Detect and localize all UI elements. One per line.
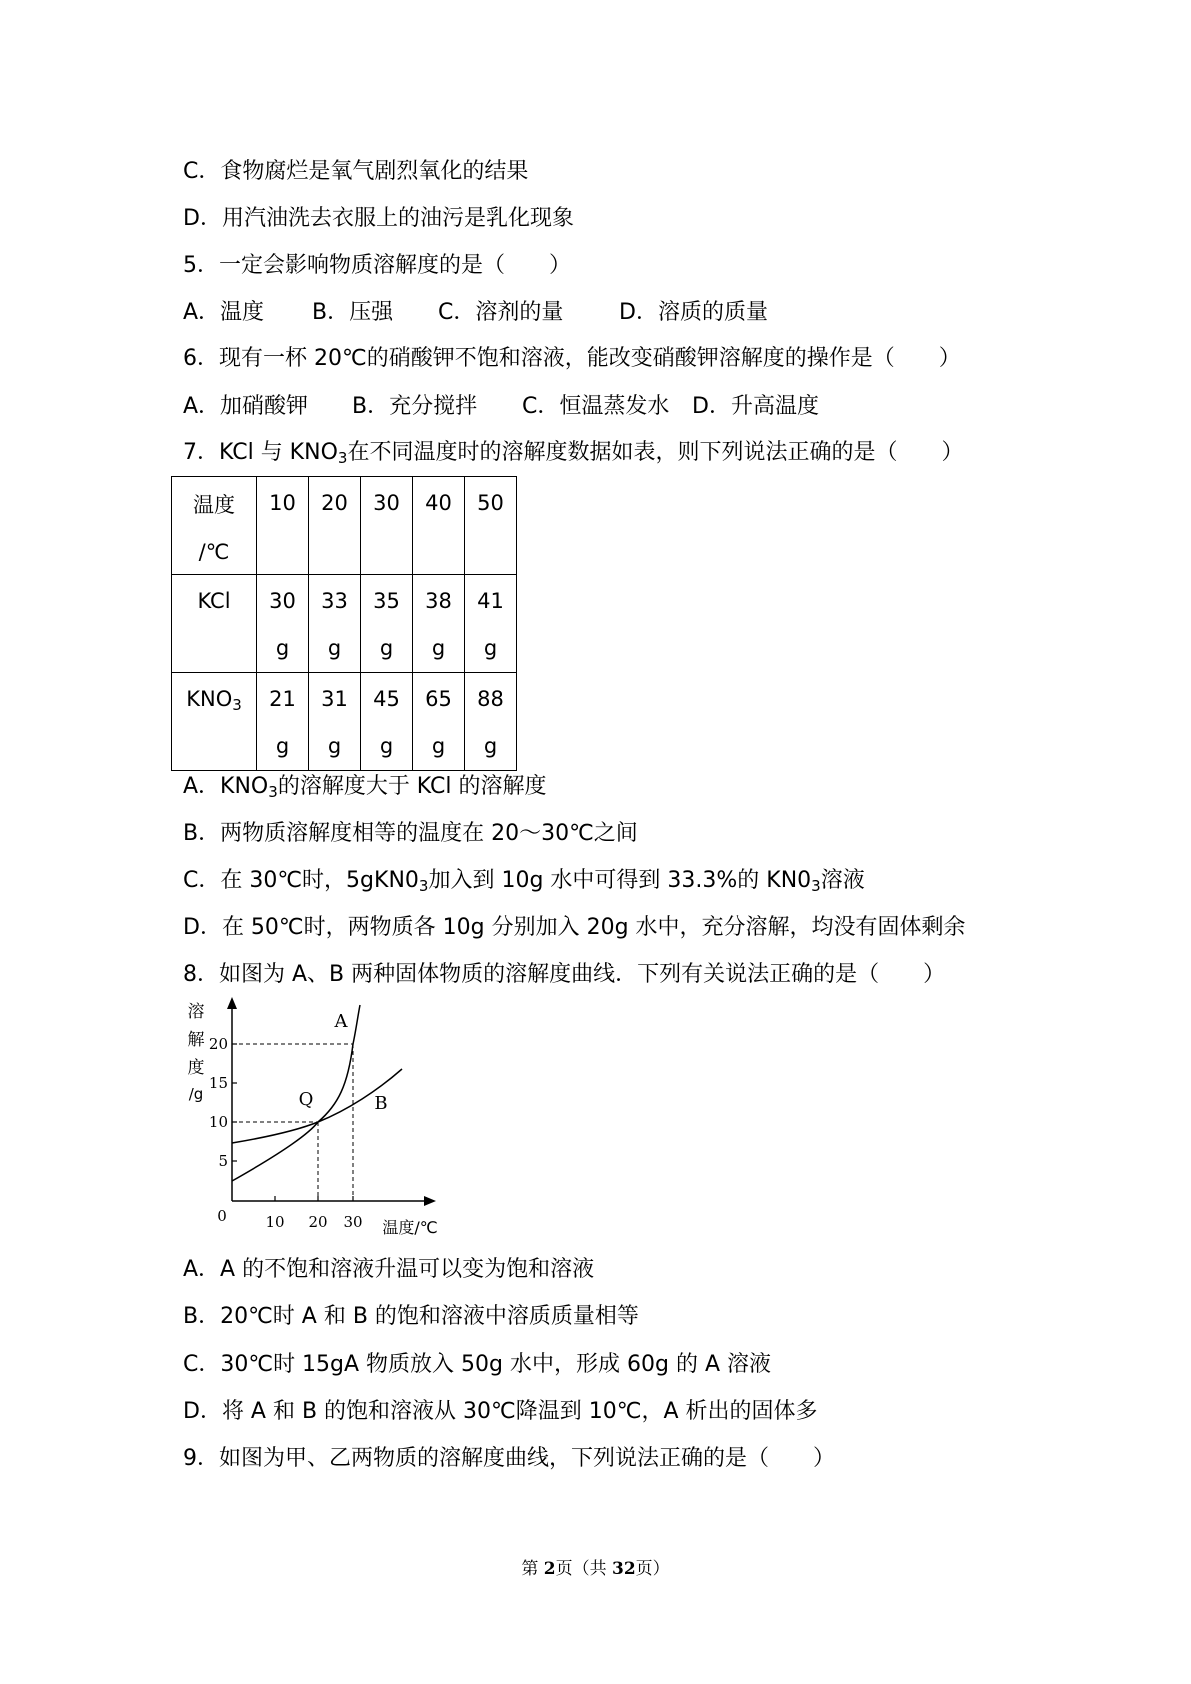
q8-option-b: B．20℃时 A 和 B 的饱和溶液中溶质质量相等 — [183, 1304, 639, 1329]
table-cell: 33 g — [309, 575, 361, 673]
graph-ylabel-char: /g — [188, 1085, 204, 1103]
graph-ytick-label: 5 — [218, 1152, 228, 1170]
table-cell: 38 g — [413, 575, 465, 673]
table-row-kcl — [172, 575, 517, 673]
q5-option-d: D．溶质的质量 — [619, 300, 768, 325]
footer-page-number: 2 — [543, 1559, 556, 1579]
q7-option-c: C．在 30℃时，$5gKN0_3$加入到 10g 水中可得到 33.3%的 $KN0_3$溶液 — [183, 868, 865, 895]
graph-xtick-label: 30 — [343, 1213, 363, 1231]
table-cell: 30 g — [257, 575, 309, 673]
graph-xlabel: 温度/℃ — [382, 1218, 438, 1237]
q5-options — [183, 298, 768, 328]
q4-option-d: D．用汽油洗去衣服上的油污是乳化现象 — [183, 206, 574, 231]
q6-option-d: D．升高温度 — [692, 394, 819, 419]
footer-page-total: 32 — [611, 1559, 636, 1579]
q6-options — [183, 392, 819, 422]
q9-stem: 9．如图为甲、乙两物质的溶解度曲线，下列说法正确的是（ ） — [183, 1446, 835, 1471]
table-cell: 40 — [413, 477, 465, 575]
q5-option-c: C．溶剂的量 — [438, 300, 564, 325]
table-cell: 10 — [257, 477, 309, 575]
q6-option-a: A．加硝酸钾 — [183, 394, 309, 419]
curve-b-label: B — [374, 1093, 388, 1114]
table-cell: 20 — [309, 477, 361, 575]
table-row-temperature — [172, 477, 517, 575]
graph-ylabel-char: 解 — [187, 1030, 205, 1050]
q7-option-a: A．$KNO_3$的溶解度大于 KCl 的溶解度 — [183, 774, 547, 801]
page-footer: 第 2页（共 32页） — [521, 1559, 670, 1579]
solubility-graph — [178, 995, 448, 1240]
graph-ytick-label: 10 — [208, 1113, 228, 1131]
table-cell: 45 g — [361, 673, 413, 771]
graph-xtick-label: 10 — [265, 1213, 285, 1231]
table-cell-header: KCl — [172, 575, 257, 673]
graph-ylabel-char: 度 — [187, 1058, 205, 1078]
table-cell: 88 g — [465, 673, 517, 771]
q6-option-c: C．恒温蒸发水 — [522, 394, 670, 419]
graph-xtick-label: 20 — [308, 1213, 328, 1231]
table-cell: 21 g — [257, 673, 309, 771]
table-row-kno3 — [172, 673, 517, 771]
table-cell: 41 g — [465, 575, 517, 673]
q8-option-d: D．将 A 和 B 的饱和溶液从 30℃降温到 10℃，A 析出的固体多 — [183, 1399, 818, 1424]
q7-option-d: D．在 50℃时，两物质各 10g 分别加入 20g 水中，充分溶解，均没有固体剩余 — [183, 915, 966, 940]
point-q-label: Q — [298, 1089, 314, 1110]
q5-stem: 5．一定会影响物质溶解度的是（ ） — [183, 253, 571, 278]
table-cell-header: 温度 /℃ — [172, 477, 257, 575]
q7-option-b: B．两物质溶解度相等的温度在 20～30℃之间 — [183, 821, 638, 846]
q7-stem: 7．KCl 与 $KNO_3$在不同温度时的溶解度数据如表，则下列说法正确的是（ ） — [183, 440, 964, 467]
graph-ytick-label: 15 — [208, 1074, 228, 1092]
graph-y-arrow — [227, 997, 237, 1009]
q5-option-a: A．温度 — [183, 300, 265, 325]
table-cell: 30 — [361, 477, 413, 575]
graph-x-arrow — [424, 1196, 436, 1206]
q5-option-b: B．压强 — [312, 300, 394, 325]
graph-ytick-label: 20 — [208, 1035, 228, 1053]
table-cell-header: $KNO_3$ — [172, 673, 257, 771]
table-cell: 35 g — [361, 575, 413, 673]
q8-option-a: A．A 的不饱和溶液升温可以变为饱和溶液 — [183, 1257, 595, 1282]
q8-stem: 8．如图为 A、B 两种固体物质的溶解度曲线．下列有关说法正确的是（ ） — [183, 962, 946, 987]
curve-a-label: A — [334, 1011, 348, 1032]
graph-ylabel-char: 溶 — [187, 1002, 205, 1022]
solubility-table — [171, 476, 517, 771]
table-cell: 50 — [465, 477, 517, 575]
q4-option-c: C．食物腐烂是氧气剧烈氧化的结果 — [183, 159, 529, 184]
table-cell: 31 g — [309, 673, 361, 771]
q8-option-c: C．30℃时 15gA 物质放入 50g 水中，形成 60g 的 A 溶液 — [183, 1352, 771, 1377]
q6-option-b: B．充分搅拌 — [352, 394, 478, 419]
q6-stem: 6．现有一杯 20℃的硝酸钾不饱和溶液，能改变硝酸钾溶解度的操作是（ ） — [183, 346, 961, 371]
table-cell: 65 g — [413, 673, 465, 771]
graph-origin-label: 0 — [217, 1207, 227, 1225]
